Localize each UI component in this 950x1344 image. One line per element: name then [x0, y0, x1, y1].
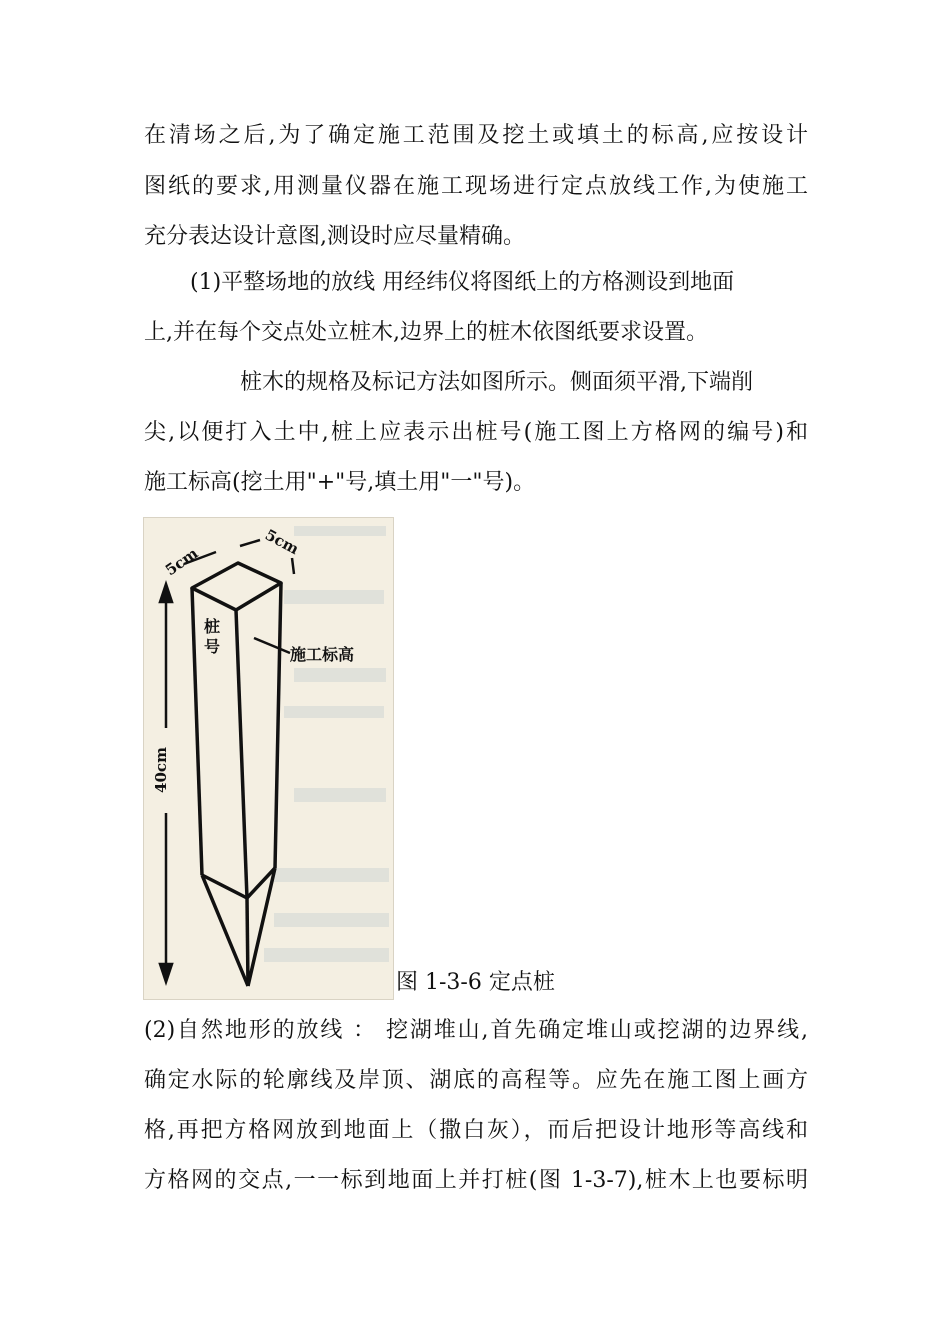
paragraph-2-line-1: (1)平整场地的放线 用经纬仪将图纸上的方格测设到地面: [190, 270, 735, 295]
dim-top-right-label: 5cm: [262, 525, 302, 559]
stake-number-label-1: 桩: [204, 617, 221, 636]
paragraph-4-line-2: 确定水际的轮廓线及岸顶、湖底的高程等。应先在施工图上画方: [144, 1068, 808, 1093]
elevation-leader: [254, 638, 290, 653]
figure-caption: 图 1-3-6 定点桩: [396, 970, 555, 995]
paragraph-3-line-1: 桩木的规格及标记方法如图所示。侧面须平滑,下端削: [240, 370, 753, 395]
length-label: 40cm: [152, 747, 170, 793]
paragraph-3-line-3: 施工标高(挖土用"+"号,填土用"一"号)。: [144, 470, 536, 495]
paragraph-3-line-2: 尖,以便打入土中,桩上应表示出桩号(施工图上方格网的编号)和: [144, 420, 808, 445]
stake-figure: [143, 517, 394, 1000]
paragraph-1-line-3: 充分表达设计意图,测设时应尽量精确。: [144, 224, 525, 249]
paragraph-1-line-1: 在清场之后,为了确定施工范围及挖土或填土的标高,应按设计: [144, 123, 808, 148]
paragraph-4-line-4: 方格网的交点,一一标到地面上并打桩(图 1-3-7),桩木上也要标明: [144, 1168, 808, 1193]
paragraph-1-line-2: 图纸的要求,用测量仪器在施工现场进行定点放线工作,为使施工: [144, 174, 808, 199]
paragraph-4-line-3: 格,再把方格网放到地面上（撒白灰），而后把设计地形等高线和: [144, 1118, 808, 1143]
paragraph-4-line-1: (2)自然地形的放线 ： 挖湖堆山,首先确定堆山或挖湖的边界线,: [144, 1018, 808, 1043]
paragraph-2-line-2: 上,并在每个交点处立桩木,边界上的桩木依图纸要求设置。: [144, 320, 708, 345]
stake-number-label-2: 号: [204, 637, 221, 656]
dim-top-left-label: 5cm: [161, 544, 202, 580]
stake-diagram: [144, 518, 393, 999]
background-ghost-text: [264, 526, 389, 962]
elevation-label: 施工标高: [290, 645, 355, 664]
